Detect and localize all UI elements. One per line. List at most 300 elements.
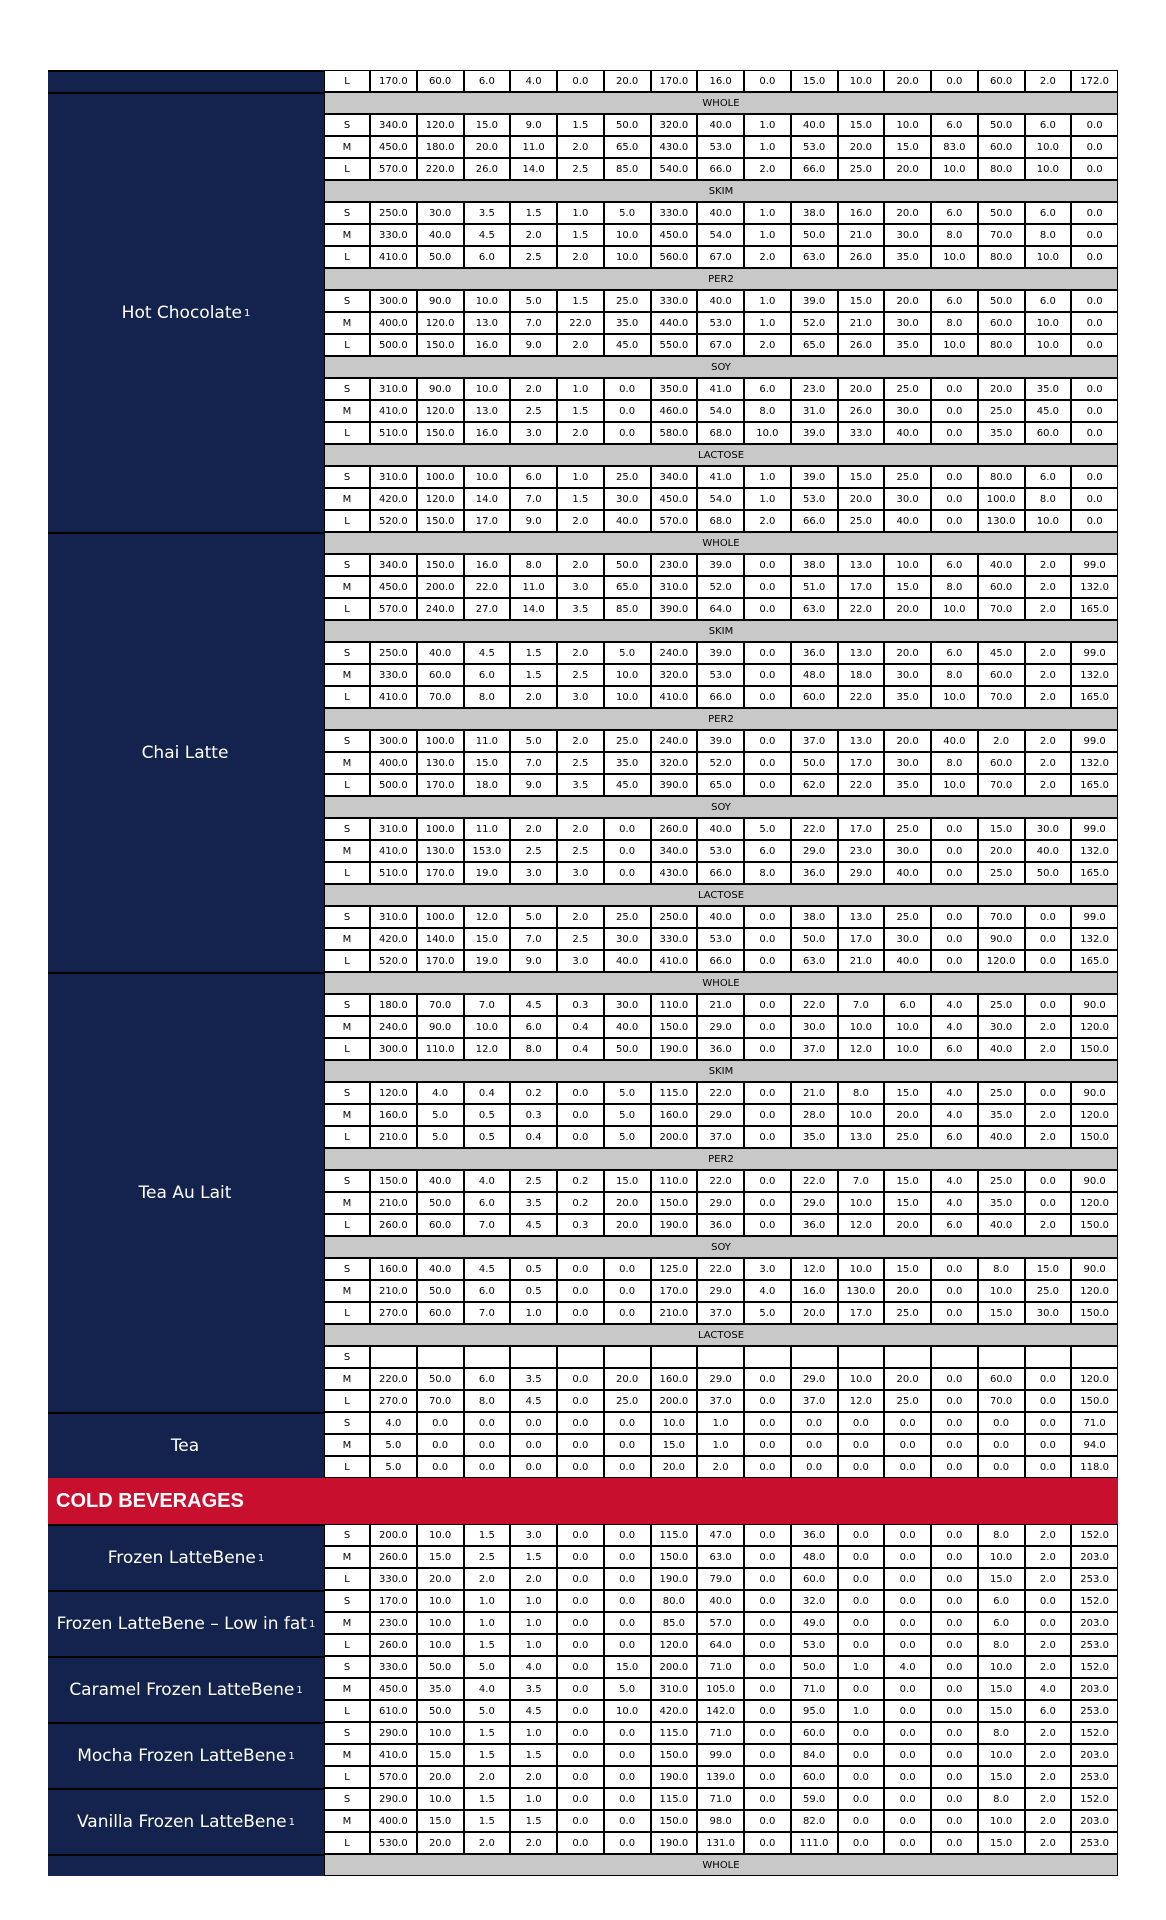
value-cell: 90.0: [417, 378, 464, 400]
value-cell: 21.0: [791, 1082, 838, 1104]
value-cell: 220.0: [417, 158, 464, 180]
value-cell: 20.0: [604, 1368, 651, 1390]
value-cell: 23.0: [791, 378, 838, 400]
value-cell: 10.0: [417, 1634, 464, 1656]
value-cell: 10.0: [417, 1590, 464, 1612]
value-cell: 20.0: [791, 1302, 838, 1324]
value-cell: 1.0: [557, 378, 604, 400]
value-cell: 165.0: [1071, 598, 1118, 620]
value-cell: 1.0: [510, 1612, 557, 1634]
value-cell: 10.0: [838, 1258, 885, 1280]
value-cell: 30.0: [884, 224, 931, 246]
size-cell: L: [324, 1700, 370, 1722]
size-cell: S: [324, 818, 370, 840]
value-cell: 0.0: [744, 1744, 791, 1766]
value-cell: 5.0: [604, 642, 651, 664]
value-cell: 240.0: [651, 730, 698, 752]
value-cell: 330.0: [370, 664, 417, 686]
value-cell: 8.0: [978, 1524, 1025, 1546]
value-cell: 60.0: [791, 1568, 838, 1590]
value-cell: 60.0: [978, 576, 1025, 598]
value-cell: 4.5: [510, 1390, 557, 1412]
value-cell: 0.0: [557, 1390, 604, 1412]
value-cell: 9.0: [510, 334, 557, 356]
value-cell: 71.0: [1071, 1412, 1118, 1434]
value-cell: 0.0: [1071, 488, 1118, 510]
value-cell: 152.0: [1071, 1722, 1118, 1744]
value-cell: 200.0: [651, 1656, 698, 1678]
value-cell: 17.0: [838, 752, 885, 774]
milk-type-label: LACTOSE: [324, 884, 1118, 906]
size-cell: L: [324, 1126, 370, 1148]
value-cell: 26.0: [838, 400, 885, 422]
value-cell: 1.5: [510, 642, 557, 664]
size-cell: M: [324, 1678, 370, 1700]
value-cell: 5.0: [604, 1082, 651, 1104]
value-cell: 64.0: [697, 1634, 744, 1656]
value-cell: 2.0: [744, 246, 791, 268]
value-cell: 40.0: [978, 554, 1025, 576]
value-cell: 0.0: [744, 752, 791, 774]
value-cell: 2.0: [1025, 1766, 1072, 1788]
value-cell: [1071, 1346, 1118, 1368]
milk-type-label: PER2: [324, 1148, 1118, 1170]
value-cell: 2.0: [1025, 752, 1072, 774]
value-cell: 8.0: [978, 1788, 1025, 1810]
value-cell: 60.0: [417, 1214, 464, 1236]
size-cell: M: [324, 1368, 370, 1390]
value-cell: 5.0: [604, 202, 651, 224]
value-cell: 0.0: [557, 1590, 604, 1612]
value-cell: 22.0: [791, 818, 838, 840]
value-cell: 4.0: [931, 994, 978, 1016]
value-cell: 0.0: [1071, 378, 1118, 400]
value-cell: 330.0: [370, 1568, 417, 1590]
value-cell: 15.0: [978, 1832, 1025, 1854]
value-cell: 3.5: [557, 774, 604, 796]
value-cell: 13.0: [838, 730, 885, 752]
value-cell: 330.0: [651, 202, 698, 224]
value-cell: 0.0: [1071, 246, 1118, 268]
size-cell: L: [324, 1214, 370, 1236]
value-cell: 31.0: [791, 400, 838, 422]
milk-type-label: SKIM: [324, 180, 1118, 202]
value-cell: 10.0: [931, 158, 978, 180]
value-cell: 66.0: [697, 158, 744, 180]
value-cell: 0.0: [557, 70, 604, 92]
value-cell: 16.0: [464, 554, 511, 576]
value-cell: 50.0: [791, 1656, 838, 1678]
value-cell: 0.0: [931, 1722, 978, 1744]
value-cell: 0.0: [744, 906, 791, 928]
value-cell: 10.0: [931, 598, 978, 620]
value-cell: 150.0: [417, 554, 464, 576]
value-cell: 12.0: [838, 1038, 885, 1060]
value-cell: 150.0: [370, 1170, 417, 1192]
value-cell: 36.0: [697, 1038, 744, 1060]
value-cell: 10.0: [417, 1722, 464, 1744]
value-cell: 60.0: [978, 1368, 1025, 1390]
value-cell: 6.0: [1025, 1700, 1072, 1722]
value-cell: 85.0: [651, 1612, 698, 1634]
value-cell: 20.0: [604, 1214, 651, 1236]
value-cell: 2.0: [510, 378, 557, 400]
value-cell: 25.0: [884, 818, 931, 840]
value-cell: 60.0: [791, 1766, 838, 1788]
value-cell: 30.0: [1025, 1302, 1072, 1324]
value-cell: 9.0: [510, 950, 557, 972]
beverage-name: [48, 1788, 324, 1854]
value-cell: 0.0: [604, 1434, 651, 1456]
value-cell: 2.0: [1025, 774, 1072, 796]
value-cell: 0.0: [931, 1546, 978, 1568]
value-cell: 15.0: [884, 1170, 931, 1192]
value-cell: 60.0: [978, 70, 1025, 92]
value-cell: 30.0: [604, 928, 651, 950]
value-cell: 70.0: [417, 1390, 464, 1412]
value-cell: 35.0: [884, 774, 931, 796]
value-cell: 0.0: [884, 1832, 931, 1854]
value-cell: 5.0: [417, 1104, 464, 1126]
value-cell: 0.0: [931, 1456, 978, 1478]
value-cell: 99.0: [1071, 642, 1118, 664]
beverage-name: [48, 972, 324, 1412]
value-cell: 132.0: [1071, 840, 1118, 862]
size-cell: L: [324, 1766, 370, 1788]
value-cell: 2.0: [1025, 730, 1072, 752]
value-cell: 65.0: [791, 334, 838, 356]
size-cell: S: [324, 642, 370, 664]
value-cell: 1.0: [744, 290, 791, 312]
footnote-marker: 1: [243, 307, 251, 319]
value-cell: 160.0: [370, 1104, 417, 1126]
value-cell: 0.0: [604, 1722, 651, 1744]
value-cell: 4.5: [464, 642, 511, 664]
value-cell: 410.0: [370, 246, 417, 268]
value-cell: 94.0: [1071, 1434, 1118, 1456]
value-cell: 10.0: [884, 554, 931, 576]
value-cell: 10.0: [931, 686, 978, 708]
value-cell: 0.0: [604, 422, 651, 444]
value-cell: 71.0: [697, 1722, 744, 1744]
value-cell: 12.0: [464, 1038, 511, 1060]
value-cell: 25.0: [884, 466, 931, 488]
value-cell: 20.0: [417, 1766, 464, 1788]
value-cell: 15.0: [978, 1302, 1025, 1324]
value-cell: 0.0: [744, 686, 791, 708]
value-cell: 0.3: [557, 994, 604, 1016]
value-cell: 150.0: [1071, 1302, 1118, 1324]
value-cell: 132.0: [1071, 752, 1118, 774]
size-cell: S: [324, 1412, 370, 1434]
value-cell: 510.0: [370, 862, 417, 884]
value-cell: 35.0: [978, 1192, 1025, 1214]
value-cell: [791, 1346, 838, 1368]
value-cell: 0.0: [1025, 1434, 1072, 1456]
value-cell: 37.0: [791, 1390, 838, 1412]
value-cell: 0.0: [744, 1016, 791, 1038]
value-cell: 0.0: [744, 1832, 791, 1854]
value-cell: 210.0: [370, 1280, 417, 1302]
value-cell: 0.0: [557, 1258, 604, 1280]
value-cell: 290.0: [370, 1722, 417, 1744]
value-cell: 0.0: [1025, 906, 1072, 928]
value-cell: 70.0: [978, 686, 1025, 708]
value-cell: 2.0: [978, 730, 1025, 752]
value-cell: 0.0: [744, 1456, 791, 1478]
size-cell: S: [324, 1590, 370, 1612]
value-cell: 90.0: [1071, 1170, 1118, 1192]
value-cell: 10.0: [931, 774, 978, 796]
size-cell: M: [324, 1434, 370, 1456]
value-cell: 60.0: [791, 1722, 838, 1744]
value-cell: 0.0: [884, 1788, 931, 1810]
value-cell: 12.0: [838, 1390, 885, 1412]
value-cell: 0.0: [557, 1524, 604, 1546]
value-cell: 0.0: [791, 1412, 838, 1434]
value-cell: 1.5: [557, 224, 604, 246]
value-cell: 0.5: [510, 1258, 557, 1280]
value-cell: 40.0: [604, 1016, 651, 1038]
value-cell: 8.0: [931, 664, 978, 686]
value-cell: 165.0: [1071, 686, 1118, 708]
value-cell: 130.0: [978, 510, 1025, 532]
value-cell: 0.0: [1025, 1170, 1072, 1192]
value-cell: 30.0: [884, 664, 931, 686]
value-cell: 570.0: [370, 598, 417, 620]
value-cell: 190.0: [651, 1832, 698, 1854]
value-cell: 0.0: [557, 1456, 604, 1478]
value-cell: 100.0: [417, 730, 464, 752]
size-cell: S: [324, 994, 370, 1016]
value-cell: 150.0: [651, 1546, 698, 1568]
value-cell: 45.0: [1025, 400, 1072, 422]
value-cell: 400.0: [370, 752, 417, 774]
value-cell: 0.0: [557, 1412, 604, 1434]
size-cell: S: [324, 1082, 370, 1104]
value-cell: 26.0: [838, 246, 885, 268]
value-cell: 10.0: [604, 246, 651, 268]
value-cell: 0.0: [884, 1766, 931, 1788]
value-cell: 0.0: [978, 1434, 1025, 1456]
value-cell: 36.0: [791, 642, 838, 664]
value-cell: 0.0: [884, 1434, 931, 1456]
value-cell: 160.0: [370, 1258, 417, 1280]
value-cell: 2.0: [1025, 664, 1072, 686]
value-cell: 50.0: [978, 202, 1025, 224]
value-cell: 35.0: [604, 752, 651, 774]
value-cell: 100.0: [417, 906, 464, 928]
value-cell: 5.0: [604, 1126, 651, 1148]
value-cell: 0.0: [744, 576, 791, 598]
value-cell: 18.0: [838, 664, 885, 686]
value-cell: 13.0: [838, 906, 885, 928]
value-cell: 99.0: [1071, 730, 1118, 752]
value-cell: 0.0: [464, 1434, 511, 1456]
beverage-name-text: Hot Chocolate: [121, 303, 242, 323]
value-cell: 150.0: [1071, 1126, 1118, 1148]
value-cell: 6.0: [464, 246, 511, 268]
value-cell: 5.0: [370, 1456, 417, 1478]
value-cell: 1.0: [838, 1656, 885, 1678]
value-cell: 0.0: [744, 1214, 791, 1236]
value-cell: 5.0: [604, 1678, 651, 1700]
value-cell: 203.0: [1071, 1810, 1118, 1832]
value-cell: 0.0: [884, 1412, 931, 1434]
size-cell: M: [324, 1810, 370, 1832]
footnote-marker: 1: [257, 1552, 265, 1564]
value-cell: 580.0: [651, 422, 698, 444]
value-cell: 0.0: [1071, 202, 1118, 224]
beverage-group: [48, 1854, 1118, 1876]
value-cell: 150.0: [417, 334, 464, 356]
value-cell: 82.0: [791, 1810, 838, 1832]
value-cell: 0.0: [884, 1634, 931, 1656]
value-cell: 21.0: [838, 312, 885, 334]
value-cell: 68.0: [697, 510, 744, 532]
value-cell: 230.0: [370, 1612, 417, 1634]
value-cell: 120.0: [1071, 1368, 1118, 1390]
value-cell: 0.0: [884, 1590, 931, 1612]
value-cell: 120.0: [978, 950, 1025, 972]
value-cell: 65.0: [604, 136, 651, 158]
value-cell: 35.0: [604, 312, 651, 334]
value-cell: 51.0: [791, 576, 838, 598]
value-cell: 0.0: [557, 1722, 604, 1744]
value-cell: 21.0: [838, 224, 885, 246]
value-cell: 0.2: [557, 1170, 604, 1192]
value-cell: 3.5: [557, 598, 604, 620]
value-cell: 2.0: [1025, 1832, 1072, 1854]
value-cell: 6.0: [464, 1280, 511, 1302]
value-cell: 15.0: [417, 1744, 464, 1766]
value-cell: 2.0: [510, 686, 557, 708]
value-cell: 9.0: [510, 510, 557, 532]
value-cell: 0.0: [464, 1456, 511, 1478]
value-cell: 0.0: [838, 1590, 885, 1612]
value-cell: 2.0: [1025, 554, 1072, 576]
value-cell: 110.0: [417, 1038, 464, 1060]
value-cell: 410.0: [370, 400, 417, 422]
value-cell: 10.0: [1025, 158, 1072, 180]
value-cell: 37.0: [697, 1390, 744, 1412]
value-cell: 2.0: [464, 1766, 511, 1788]
size-cell: L: [324, 246, 370, 268]
value-cell: 0.0: [744, 1434, 791, 1456]
value-cell: 29.0: [697, 1280, 744, 1302]
value-cell: 16.0: [697, 70, 744, 92]
value-cell: 250.0: [651, 906, 698, 928]
value-cell: 1.5: [510, 202, 557, 224]
value-cell: 15.0: [884, 1258, 931, 1280]
value-cell: 0.0: [931, 488, 978, 510]
value-cell: 150.0: [651, 1810, 698, 1832]
value-cell: 350.0: [651, 378, 698, 400]
value-cell: 8.0: [978, 1258, 1025, 1280]
value-cell: 1.5: [557, 290, 604, 312]
size-cell: L: [324, 774, 370, 796]
value-cell: 20.0: [978, 378, 1025, 400]
beverage-name: [48, 1412, 324, 1478]
value-cell: 0.0: [978, 1412, 1025, 1434]
value-cell: 330.0: [651, 290, 698, 312]
value-cell: 23.0: [838, 840, 885, 862]
value-cell: 16.0: [838, 202, 885, 224]
value-cell: 20.0: [884, 1214, 931, 1236]
footnote-marker: 1: [308, 1618, 316, 1630]
value-cell: 100.0: [417, 466, 464, 488]
value-cell: 83.0: [931, 136, 978, 158]
beverage-name-text: Frozen LatteBene: [107, 1548, 256, 1568]
value-cell: 15.0: [838, 114, 885, 136]
beverage-group: [48, 92, 1118, 532]
value-cell: 13.0: [464, 312, 511, 334]
value-cell: 70.0: [978, 906, 1025, 928]
size-cell: M: [324, 488, 370, 510]
value-cell: 57.0: [697, 1612, 744, 1634]
value-cell: 20.0: [884, 1104, 931, 1126]
value-cell: 8.0: [744, 862, 791, 884]
value-cell: 210.0: [370, 1192, 417, 1214]
value-cell: 10.0: [931, 334, 978, 356]
value-cell: 0.0: [884, 1678, 931, 1700]
value-cell: 13.0: [838, 554, 885, 576]
value-cell: 420.0: [370, 488, 417, 510]
value-cell: 450.0: [370, 1678, 417, 1700]
value-cell: 1.5: [464, 1810, 511, 1832]
beverage-name: [48, 1722, 324, 1788]
value-cell: 90.0: [1071, 1258, 1118, 1280]
value-cell: 67.0: [697, 334, 744, 356]
value-cell: 0.0: [838, 1612, 885, 1634]
value-cell: 16.0: [464, 422, 511, 444]
value-cell: 3.5: [510, 1192, 557, 1214]
value-cell: 0.0: [744, 664, 791, 686]
value-cell: 220.0: [370, 1368, 417, 1390]
size-cell: M: [324, 928, 370, 950]
value-cell: 10.0: [838, 70, 885, 92]
value-cell: 0.0: [744, 1390, 791, 1412]
value-cell: 5.0: [510, 906, 557, 928]
value-cell: 35.0: [884, 686, 931, 708]
value-cell: 6.0: [464, 664, 511, 686]
value-cell: 152.0: [1071, 1656, 1118, 1678]
value-cell: 450.0: [370, 136, 417, 158]
value-cell: 53.0: [697, 312, 744, 334]
value-cell: 450.0: [651, 224, 698, 246]
value-cell: 8.0: [464, 686, 511, 708]
value-cell: 0.0: [838, 1678, 885, 1700]
value-cell: 0.0: [604, 1590, 651, 1612]
value-cell: 53.0: [697, 928, 744, 950]
value-cell: 0.0: [931, 1390, 978, 1412]
value-cell: 4.0: [931, 1082, 978, 1104]
value-cell: 310.0: [370, 378, 417, 400]
value-cell: 10.0: [884, 1016, 931, 1038]
value-cell: 8.0: [978, 1722, 1025, 1744]
value-cell: 450.0: [651, 488, 698, 510]
value-cell: 10.0: [978, 1656, 1025, 1678]
value-cell: 0.0: [604, 1456, 651, 1478]
value-cell: 0.0: [1025, 1082, 1072, 1104]
value-cell: 165.0: [1071, 774, 1118, 796]
value-cell: 310.0: [370, 818, 417, 840]
value-cell: 68.0: [697, 422, 744, 444]
value-cell: 190.0: [651, 1568, 698, 1590]
value-cell: 160.0: [651, 1104, 698, 1126]
value-cell: 50.0: [978, 114, 1025, 136]
value-cell: 0.0: [744, 950, 791, 972]
